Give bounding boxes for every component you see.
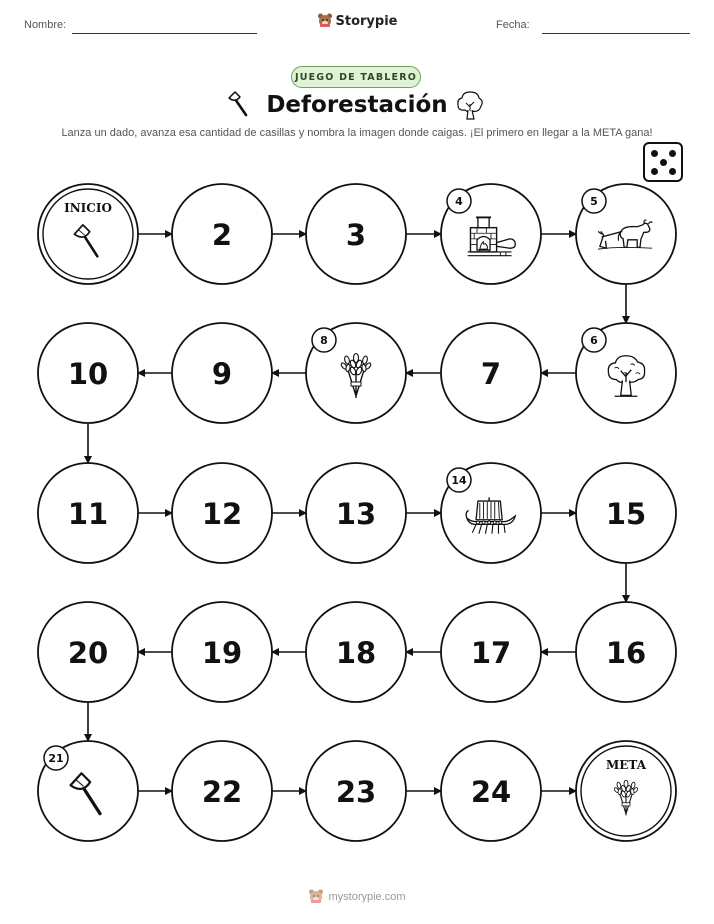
footer xyxy=(0,888,714,907)
space-number: 3 xyxy=(345,218,367,252)
space-number: 16 xyxy=(605,636,647,670)
name-label: Nombre: xyxy=(24,19,67,31)
board-space-19 xyxy=(172,602,272,702)
space-number: 19 xyxy=(201,636,243,670)
space-number: 15 xyxy=(605,497,647,531)
board-space-9 xyxy=(172,323,272,423)
space-number-badge xyxy=(447,189,471,213)
space-number-badge xyxy=(447,468,471,492)
date-label: Fecha: xyxy=(496,19,530,31)
board-space-7 xyxy=(441,323,541,423)
space-number: 20 xyxy=(67,636,109,670)
game-type-badge: JUEGO DE TABLERO xyxy=(291,66,421,88)
badge-number: 6 xyxy=(590,334,598,347)
board-space-23 xyxy=(306,741,406,841)
space-number: 18 xyxy=(335,636,377,670)
board-space-20 xyxy=(38,602,138,702)
board-space-2 xyxy=(172,184,272,284)
board-space-14 xyxy=(441,463,541,563)
board-space-25 xyxy=(576,741,676,841)
space-number: 10 xyxy=(67,357,109,391)
board-space-13 xyxy=(306,463,406,563)
finish-label: META xyxy=(605,758,647,772)
board-space-17 xyxy=(441,602,541,702)
space-number: 2 xyxy=(211,218,233,252)
board-space-3 xyxy=(306,184,406,284)
bear-icon xyxy=(308,888,324,907)
space-number: 7 xyxy=(480,357,502,391)
space-number: 13 xyxy=(335,497,377,531)
board-space-11 xyxy=(38,463,138,563)
page-title: Deforestación xyxy=(266,92,448,118)
board-space-22 xyxy=(172,741,272,841)
board-space-6 xyxy=(576,323,676,423)
board-space-21 xyxy=(38,741,138,841)
space-number: 24 xyxy=(470,775,512,809)
space-number: 9 xyxy=(211,357,233,391)
board-space-10 xyxy=(38,323,138,423)
badge-number: 4 xyxy=(455,195,463,208)
board-space-24 xyxy=(441,741,541,841)
footer-url: mystorypie.com xyxy=(328,891,406,903)
space-number: 11 xyxy=(67,497,109,531)
badge-number: 14 xyxy=(451,474,467,487)
start-label: INICIO xyxy=(64,201,112,215)
board-space-5 xyxy=(576,184,676,284)
space-number: 17 xyxy=(470,636,512,670)
board-space-18 xyxy=(306,602,406,702)
space-number: 22 xyxy=(201,775,243,809)
space-number-badge xyxy=(582,189,606,213)
space-number-badge xyxy=(582,328,606,352)
space-number: 12 xyxy=(201,497,243,531)
brand-name: Storypie xyxy=(335,14,398,29)
board-space-1 xyxy=(38,184,138,284)
space-number-badge xyxy=(312,328,336,352)
space-number: 23 xyxy=(335,775,377,809)
board-space-8 xyxy=(306,323,406,423)
board-space-15 xyxy=(576,463,676,563)
board-space-16 xyxy=(576,602,676,702)
space-number-badge xyxy=(44,746,68,770)
board-space-4 xyxy=(441,184,541,284)
board-space-12 xyxy=(172,463,272,563)
badge-number: 5 xyxy=(590,195,598,208)
instructions: Lanza un dado, avanza esa cantidad de casillas y nombra la imagen donde caigas. ¡El primero en llegar a la META gana! xyxy=(61,127,653,139)
badge-number: 8 xyxy=(320,334,328,347)
badge-number: 21 xyxy=(48,752,64,765)
